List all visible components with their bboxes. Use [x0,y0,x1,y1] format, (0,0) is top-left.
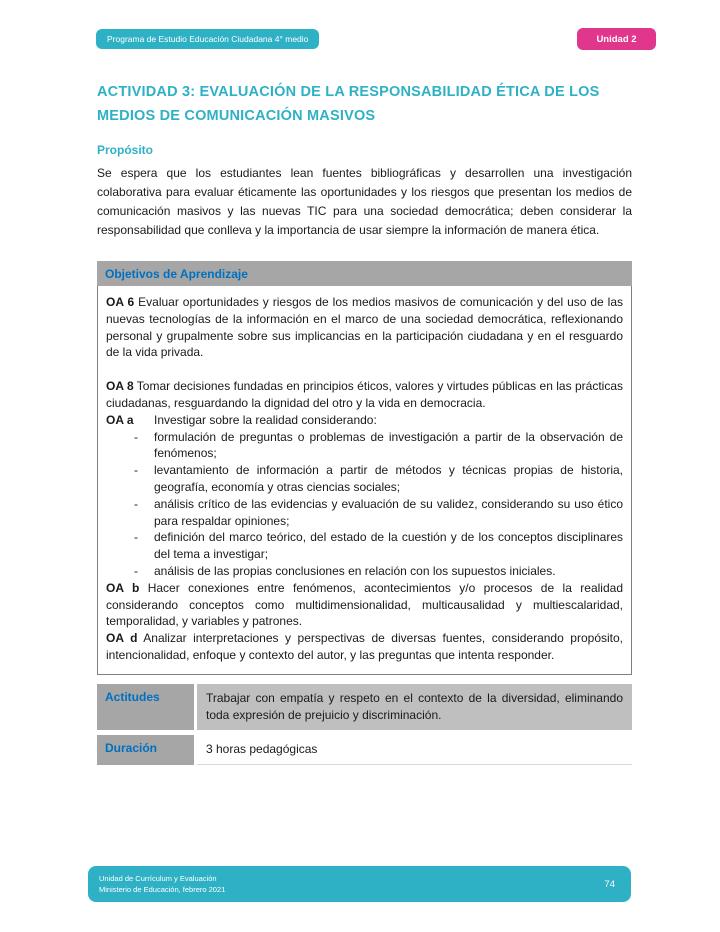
oa-text: Tomar decisiones fundadas en principios éticos, valores y virtudes públicas en las prácticas ciudadanas, resguardando la dignidad del otro y la vida en democracia. [106,379,624,410]
bullet-item [134,529,623,563]
bullet-item [134,496,623,530]
content-column [97,80,632,765]
attitudes-text: Trabajar con empatía y respeto en el contexto de la diversidad, eliminando toda expresión de prejuicio y discriminación. [197,684,632,730]
oa-a-bullet-list [106,429,623,580]
bullet-text: levantamiento de información a partir de métodos y técnicas propias de historia, geografía, economía y otras ciencias sociales; [154,463,623,494]
oa-item-a [106,412,623,429]
bullet-marker: - [134,530,138,545]
oa-item-8 [106,378,623,412]
page-number: 74 [604,878,615,890]
activity-title: ACTIVIDAD 3: EVALUACIÓN DE LA RESPONSABILIDAD ÉTICA DE LOS MEDIOS DE COMUNICACIÓN MASIVOS [97,84,600,124]
objectives-table-body [97,286,632,675]
bullet-marker: - [134,496,138,511]
oa-text: Hacer conexiones entre fenómenos, acontecimientos y/o procesos de la realidad considerando conceptos como multidimensionalidad, multicausalidad y multiescalaridad, temporalidad, y variables y patrones. [106,580,623,629]
program-badge: Programa de Estudio Educación Ciudadana 4° medio [96,29,319,49]
oa-text: Evaluar oportunidades y riesgos de los medios masivos de comunicación y del uso de las nuevas tecnologías de la información en el marco de una sociedad democrática, reflexionando personal y grupalmente sobre sus implicancias en la participación ciudadana y en el resguardo de la vida privada. [106,295,623,360]
bullet-item [134,563,623,580]
bullet-marker: - [134,429,138,444]
attitudes-label: Actitudes [97,684,194,730]
footer-org-line2: Ministerio de Educación, febrero 2021 [99,885,226,894]
bullet-marker: - [134,463,138,478]
bullet-item [134,462,623,496]
duration-row [97,735,632,765]
objectives-header-label: Objetivos de Aprendizaje [105,266,248,281]
oa-item-d [106,630,623,664]
bullet-text: definición del marco teórico, del estado de la cuestión y de los conceptos disciplinares del tema a investigar; [154,530,623,562]
bullet-text: formulación de preguntas o problemas de investigación a partir de la observación de fenómenos; [154,429,623,461]
oa-item-b [106,580,623,630]
bullet-text: análisis crítico de las evidencias y evaluación de su validez, considerando su uso ético para respaldar opiniones; [154,496,623,528]
objectives-table [97,261,632,675]
objectives-table-header [97,261,632,286]
bullet-text: análisis de las propias conclusiones en relación con los supuestos iniciales. [154,563,556,578]
oa-code: OA 8 [106,379,134,394]
footer-organization [99,873,225,895]
duration-text: 3 horas pedagógicas [197,735,632,765]
oa-code: OA 6 [106,295,135,309]
unit-badge: Unidad 2 [577,28,656,50]
oa-text: Analizar interpretaciones y perspectivas de diversas fuentes, considerando propósito, intencionalidad, enfoque y contexto del autor, y las preguntas que intenta responder. [106,631,623,662]
oa-item-6 [106,294,623,361]
duration-label: Duración [97,735,194,765]
purpose-heading: Propósito [97,143,153,157]
attitudes-row [97,684,632,730]
bullet-marker: - [134,563,138,578]
oa-code: OA d [106,631,138,646]
footer-org-line1: Unidad de Currículum y Evaluación [99,874,217,883]
oa-code: OA a [106,412,134,427]
bullet-item [134,429,623,463]
oa-code: OA b [106,580,140,595]
oa-text: Investigar sobre la realidad considerando: [154,412,377,427]
purpose-paragraph: Se espera que los estudiantes lean fuentes bibliográficas y desarrollen una investigación colaborativa para evaluar éticamente las oportunidades y los riesgos que presentan los medios de comunicación masivos y las nuevas TIC para una sociedad democrática; deben considerar la responsabilidad que conlleva y la importancia de usar siempre la información de manera ética. [97,166,632,237]
page-footer [88,866,631,902]
